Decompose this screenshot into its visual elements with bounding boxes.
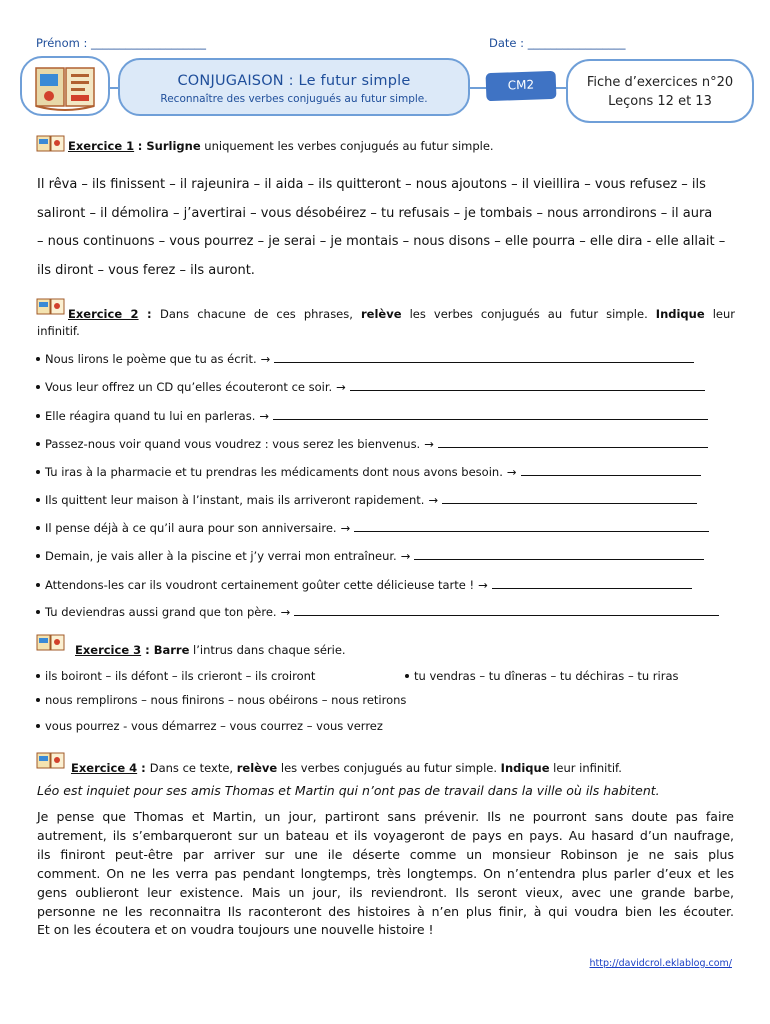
exercise-2-item	[36, 493, 697, 507]
exercise-4-verb: Indique	[500, 761, 550, 775]
answer-blank[interactable]	[273, 409, 708, 420]
exercise-4-header: Exercice 4 : Dans ce texte, relève les verbes conjugués au futur simple. Indique leur infinitif.	[71, 761, 622, 775]
exercise-1-line: Il rêva – ils finissent – il rajeunira – il aida – ils quitteront – nous ajoutons – il vieillira – vous refusez – ils	[37, 177, 706, 192]
sheet-number: Fiche d’exercices n°20	[586, 75, 734, 90]
answer-blank[interactable]	[274, 352, 694, 363]
bullet	[36, 698, 40, 702]
bullet	[36, 724, 40, 728]
exercise-1-header: Exercice 1 : Surligne uniquement les verbes conjugués au futur simple.	[68, 139, 494, 153]
footer-link[interactable]: http://davidcrol.eklablog.com/	[589, 958, 732, 969]
bullet	[36, 583, 40, 587]
title-box	[118, 58, 470, 116]
sentence-text: Vous leur offrez un CD qu’elles écouteront ce soir.	[45, 380, 333, 394]
exercise-2-label: Exercice 2	[68, 307, 139, 321]
sentence-text: Demain, je vais aller à la piscine et j’y verrai mon entraîneur.	[45, 549, 397, 563]
sentence-text: Passez-nous voir quand vous voudrez : vous serez les bienvenus.	[45, 437, 421, 451]
exercise-3-instruction: l’intrus dans chaque série.	[189, 643, 346, 657]
exercise-4-intro: Léo est inquiet pour ses amis Thomas et Martin qui n’ont pas de travail dans la ville où ils habitent.	[37, 783, 660, 798]
exercise-3-series	[405, 669, 679, 683]
page-subtitle: Reconnaître des verbes conjugués au futur simple.	[160, 93, 428, 105]
sentence-text: Elle réagira quand tu lui en parleras.	[45, 409, 256, 423]
exercise-2-verb: Indique	[655, 307, 705, 321]
answer-blank[interactable]	[294, 605, 719, 616]
exercise-2-item	[36, 605, 719, 619]
answer-blank[interactable]	[438, 437, 708, 448]
series-text: ils boiront – ils défont – ils crieront – ils croiront	[45, 669, 316, 683]
answer-blank[interactable]	[521, 465, 701, 476]
exercise-2-verb: relève	[360, 307, 402, 321]
bullet	[405, 674, 409, 678]
bullet	[36, 554, 40, 558]
answer-blank[interactable]	[350, 380, 705, 391]
exercise-2-item	[36, 521, 709, 535]
exercise-2-item	[36, 549, 704, 563]
prenom-field	[36, 36, 206, 50]
book-logo	[20, 56, 110, 116]
exercise-2-item	[36, 409, 708, 423]
prenom-blank: ____________________	[91, 36, 206, 50]
sentence-text: Attendons-les car ils voudront certainement goûter cette délicieuse tarte !	[45, 578, 475, 592]
bullet	[36, 442, 40, 446]
exercise-4-line: comment. On ne les verra pas pendant longtemps, très longtemps. On n’entendra plus parler d’eux et les	[37, 865, 734, 881]
answer-blank[interactable]	[492, 578, 692, 589]
exercise-2-item	[36, 578, 692, 592]
sheet-info-box	[566, 59, 754, 123]
bullet	[36, 498, 40, 502]
exercise-2-item	[36, 380, 705, 394]
exercise-3-header: Exercice 3 : Barre l’intrus dans chaque série.	[75, 643, 346, 657]
date-label: Date :	[489, 36, 528, 50]
date-field	[489, 36, 625, 50]
exercise-4-line: personne ne les reconnaitra Ils raconteront des histoires à n’en plus finir, à qui voudra bien les écouter.	[37, 903, 734, 919]
sentence-text: Il pense déjà à ce qu’il aura pour son anniversaire.	[45, 521, 337, 535]
exercise-4-instruction-part: Dans ce texte,	[149, 761, 237, 775]
exercise-3-verb: Barre	[153, 643, 190, 657]
exercise-2-item	[36, 352, 694, 366]
exercise-3-series	[36, 693, 406, 707]
sheet-lessons: Leçons 12 et 13	[608, 94, 712, 109]
exercise-3-series	[36, 719, 383, 733]
sentence-text: Nous lirons le poème que tu as écrit.	[45, 352, 257, 366]
arrow-icon: →	[478, 578, 488, 592]
book-icon	[22, 58, 110, 116]
exercise-3-label: Exercice 3	[75, 643, 142, 657]
bullet	[36, 414, 40, 418]
exercise-4-line: ils finiront peut-être par arriver sur une ile déserte comme un monsieur Robinson je ne sais plus	[37, 846, 734, 862]
exercise-1-verb-list	[37, 171, 737, 285]
exercise-4-instruction-part: les verbes conjugués au futur simple.	[277, 761, 501, 775]
sentence-text: Ils quittent leur maison à l’instant, mais ils arriveront rapidement.	[45, 493, 425, 507]
exercise-4-line: gens oublieront leur existence. Mais un jour, ils reviendront. Ils seront vieux, avec une grande barbe,	[37, 884, 734, 900]
exercise-4-line: Je pense que Thomas et Martin, un jour, partiront sans prévenir. Ils ne pourront sans doute pas faire	[37, 809, 734, 824]
answer-blank[interactable]	[354, 521, 709, 532]
exercise-4-line: Et on les écoutera et on voudra toujours une nouvelle histoire !	[37, 922, 434, 938]
exercise-1-icon	[36, 133, 66, 153]
exercise-1-line: saliront – il démolira – j’avertirai – vous désobéirez – tu refusais – je tombais – nous arrondirons – il aura	[37, 205, 713, 221]
exercise-1-line: – nous continuons – vous pourrez – je serai – je montais – nous disons – elle pourra – elle dira - elle allait –	[37, 234, 726, 250]
exercise-1-instruction: uniquement les verbes conjugués au futur simple.	[200, 139, 494, 153]
exercise-2-instruction-part: leur	[704, 307, 736, 321]
exercise-1-label: Exercice 1	[68, 139, 135, 153]
sentence-text: Tu deviendras aussi grand que ton père.	[45, 605, 277, 619]
exercise-1-line: ils diront – vous ferez – ils auront.	[37, 262, 255, 278]
exercise-4-verb: relève	[236, 761, 278, 775]
exercise-4-label: Exercice 4	[71, 761, 138, 775]
arrow-icon: →	[400, 549, 411, 563]
series-text: nous remplirons – nous finirons – nous obéirons – nous retirons	[45, 693, 407, 707]
exercise-2-header: Exercice 2 : Dans chacune de ces phrases, relève les verbes conjugués au futur simple. Indique leur	[68, 307, 736, 321]
date-blank: _________________	[527, 36, 626, 50]
exercise-2-instruction-part: Dans chacune de ces phrases,	[159, 307, 361, 321]
arrow-icon: →	[424, 437, 434, 451]
answer-blank[interactable]	[442, 493, 697, 504]
exercise-4-instruction-part: leur infinitif.	[549, 761, 622, 775]
exercise-3-icon	[36, 632, 66, 652]
bullet	[36, 385, 40, 389]
exercise-2-item	[36, 465, 701, 479]
sentence-text: Tu iras à la pharmacie et tu prendras les médicaments dont nous avons besoin.	[45, 465, 503, 479]
arrow-icon: →	[259, 409, 270, 423]
bullet	[36, 674, 40, 678]
arrow-icon: →	[336, 380, 346, 394]
exercise-2-icon	[36, 296, 66, 316]
arrow-icon: →	[260, 352, 271, 366]
answer-blank[interactable]	[414, 549, 704, 560]
prenom-label: Prénom :	[36, 36, 91, 50]
exercise-3-series	[36, 669, 315, 683]
arrow-icon: →	[506, 465, 517, 479]
bullet	[36, 526, 40, 530]
arrow-icon: →	[428, 493, 439, 507]
level-badge: CM2	[486, 71, 557, 101]
page-title: CONJUGAISON : Le futur simple	[177, 73, 411, 89]
arrow-icon: →	[280, 605, 291, 619]
exercise-2-instruction-part: les verbes conjugués au futur simple.	[401, 307, 656, 321]
exercise-1-verb: Surligne	[146, 139, 201, 153]
exercise-4-line: autrement, ils s’embarqueront sur un bateau et ils voyageront de pays en pays. Au hasard d’un naufrage,	[37, 827, 734, 843]
exercise-4-icon	[36, 750, 66, 770]
exercise-2-header-cont: infinitif.	[37, 324, 80, 338]
arrow-icon: →	[340, 521, 351, 535]
bullet	[36, 610, 40, 614]
bullet	[36, 357, 40, 361]
series-text: vous pourrez - vous démarrez – vous courrez – vous verrez	[45, 719, 383, 733]
series-text: tu vendras – tu dîneras – tu déchiras – tu riras	[414, 669, 679, 683]
exercise-4-text	[37, 808, 734, 940]
exercise-2-item	[36, 437, 708, 451]
bullet	[36, 470, 40, 474]
